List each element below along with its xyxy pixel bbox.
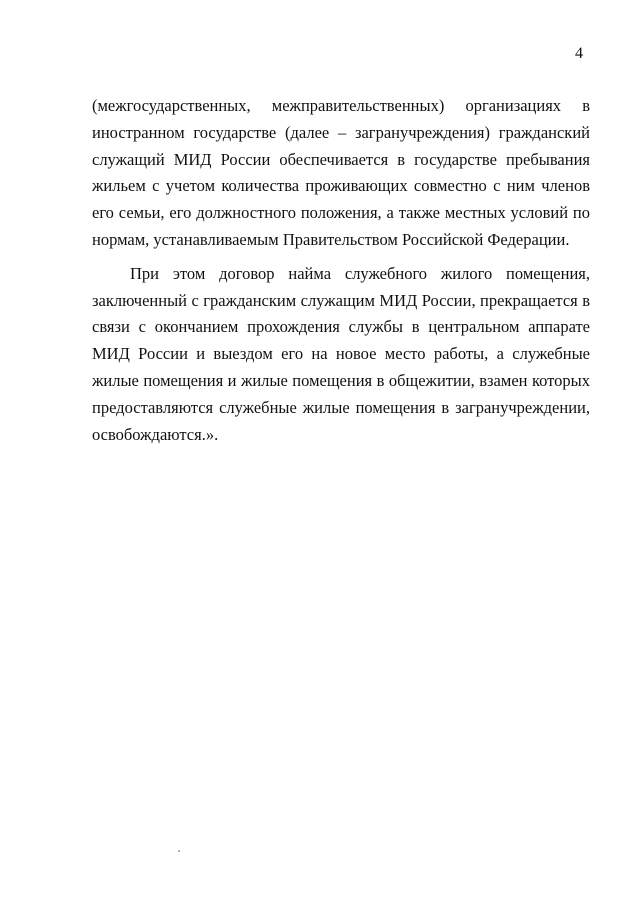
- paragraph-continuation: (межгосударственных, межправительственных) организациях в иностранном государстве (далее – загранучреждения) гражданский служащий МИД России обеспечивается в государстве пребывания жильем с учетом количества проживающих совместно с ним членов его семьи, его должностного положения, а также местных условий по нормам, устанавливаемым Правительством Российской Федерации.: [92, 96, 590, 249]
- scan-speck: [178, 850, 180, 852]
- paragraph-tenancy-termination: При этом договор найма служебного жилого помещения, заключенный с гражданским служащим МИД России, прекращается в связи с окончанием прохождения службы в центральном аппарате МИД России и выездом его на новое место работы, а служебные жилые помещения и жилые помещения в общежитии, взамен которых предоставляются служебные жилые помещения в загранучреждении, освобождаются.».: [92, 263, 590, 444]
- page-number: 4: [575, 45, 583, 62]
- document-body: [92, 93, 590, 448]
